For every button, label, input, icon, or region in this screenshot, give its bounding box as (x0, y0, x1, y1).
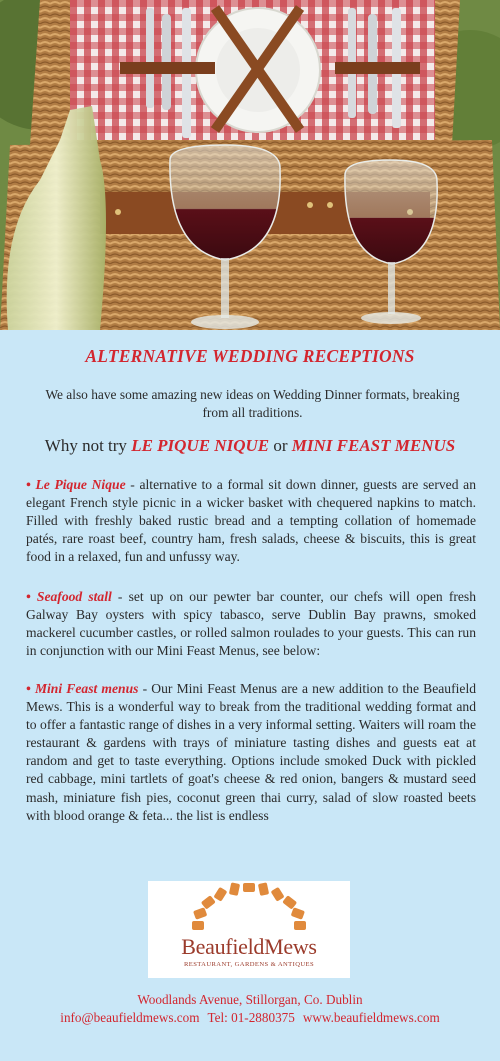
section-lead: Le Pique Nique (35, 477, 126, 492)
footer-phone: Tel: 01-2880375 (207, 1010, 295, 1025)
intro-text: We also have some amazing new ideas on Wedding Dinner formats, breaking from all traditions. (45, 387, 460, 420)
footer-email[interactable]: info@beaufieldmews.com (60, 1010, 200, 1025)
section-lead: Mini Feast menus (34, 681, 139, 696)
picnic-basket-photo (0, 0, 500, 330)
page-title: ALTERNATIVE WEDDING RECEPTIONS (85, 346, 415, 366)
logo-tagline: RESTAURANT, GARDENS & ANTIQUES (183, 961, 315, 968)
footer-website[interactable]: www.beaufieldmews.com (302, 1010, 440, 1025)
section-body: - alternative to a formal sit down dinner, guests are served an elegant French style picnic in a wicker basket with chequered napkins to match. Filled with freshly baked rustic bread and a tempting collation of homemade patés, rare roast beef, country ham, fresh salads, cheese & biscuits, this is great food in a relaxed, fun and unfussy way. (26, 477, 477, 565)
bullet: • (26, 681, 31, 696)
option-mini-feast-menus: MINI FEAST MENUS (291, 436, 456, 455)
brick-arch-icon (148, 881, 350, 941)
footer-contact (0, 1010, 500, 1026)
section-seafood-stall (26, 588, 476, 660)
footer-address: Woodlands Avenue, Stillorgan, Co. Dublin (137, 992, 363, 1007)
section-mini-feast-menus (26, 680, 476, 825)
bullet: • (26, 477, 31, 492)
why-not-try-line (0, 436, 500, 456)
bullet: • (26, 589, 31, 604)
why-prefix: Why not try (44, 436, 132, 455)
section-body: - set up on our pewter bar counter, our chefs will open fresh Galway Bay oysters with spicy tabasco, serve Dublin Bay prawns, smoked mackerel cucumber castles, or rolled salmon roulades to your guests. This can run in conjunction with our Mini Feast Menus, see below: (26, 589, 477, 659)
section-body: - Our Mini Feast Menus are a new addition to the Beaufield Mews. This is a wonderful way to break from the traditional wedding format and to offer a fantastic range of dishes in a very informal setting. Waiters will roam the restaurant & gardens with trays of miniature tasting dishes and guests eat at random and get to taste everything. Options include smoked Duck with pickled red cabbage, mini tartlets of goat's cheese & red onion, bangers & mustard seed mash, miniature fish pies, coconut green thai curry, salad of slow roasted beets with blood orange & feta... the list is endless (26, 681, 477, 823)
section-le-pique-nique (26, 476, 476, 566)
why-join: or (269, 436, 292, 455)
beaufield-mews-logo (148, 881, 350, 978)
section-lead: Seafood stall (36, 589, 112, 604)
option-le-pique-nique: LE PIQUE NIQUE (131, 436, 270, 455)
logo-name: BeaufieldMews (181, 934, 317, 959)
